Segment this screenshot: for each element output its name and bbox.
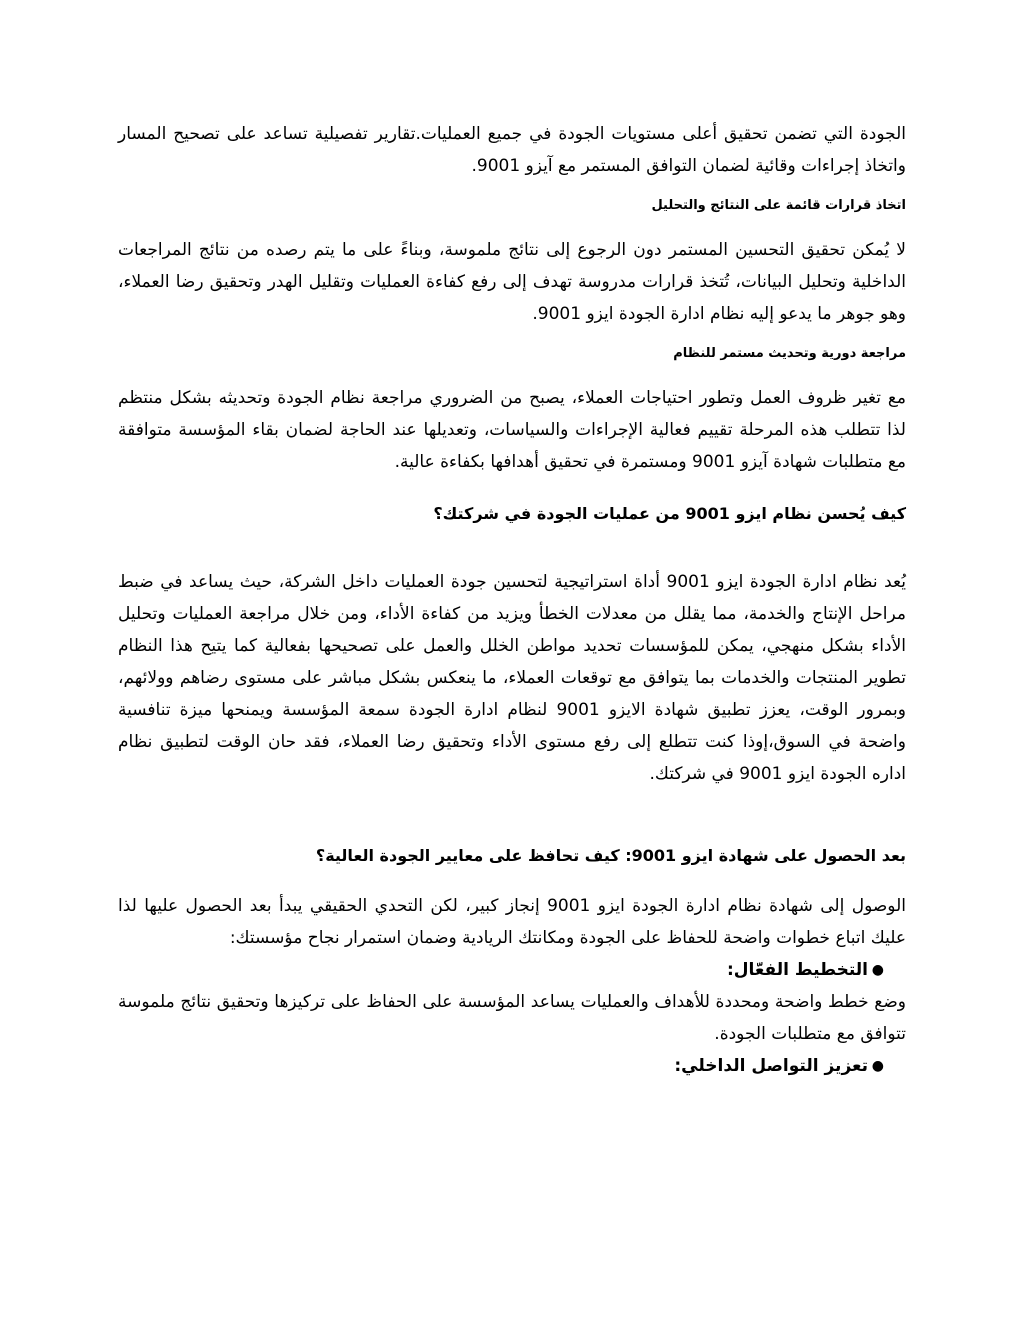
section-paragraph-decisions: لا يُمكن تحقيق التحسين المستمر دون الرجوع إلى نتائج ملموسة، وبناءً على ما يتم رصده من نتائج المراجعات الداخلية وتحليل البيانات، تُتخذ قرارات مدروسة تهدف إلى رفع كفاءة العمليات وتقليل الهدر وتحقيق رضا العملاء، وهو جوهر ما يدعو إليه نظام ادارة الجودة ايزو 9001.: [118, 240, 906, 324]
section-heading-improvement: كيف يُحسن نظام ايزو 9001 من عمليات الجودة في شركتك؟: [433, 504, 906, 523]
section-heading-decisions: اتخاذ قرارات قائمة على النتائج والتحليل: [651, 198, 906, 213]
section-heading-maintain: بعد الحصول على شهادة ايزو 9001: كيف تحافظ على معايير الجودة العالية؟: [315, 846, 906, 865]
section-paragraph-review: مع تغير ظروف العمل وتطور احتياجات العملاء، يصبح من الضروري مراجعة نظام الجودة وتحديثه بشكل منتظم لذا تتطلب هذه المرحلة تقييم فعالية الإجراءات والسياسات، وتعديلها عند الحاجة لضمان بقاء المؤسسة متوافقة مع متطلبات شهادة آيزو 9001 ومستمرة في تحقيق أهدافها بكفاءة عالية.: [118, 388, 906, 472]
section-paragraph-maintain: الوصول إلى شهادة نظام ادارة الجودة ايزو 9001 إنجاز كبير، لكن التحدي الحقيقي يبدأ بعد الحصول عليها لذا عليك اتباع خطوات واضحة للحفاظ على الجودة ومكانتك الريادية وضمان استمرار نجاح مؤسستك:: [118, 896, 906, 948]
document-page: [118, 118, 906, 1082]
list-item-description: وضع خطط واضحة ومحددة للأهداف والعمليات يساعد المؤسسة على الحفاظ على تركيزها وتحقيق نتائج ملموسة تتوافق مع متطلبات الجودة.: [118, 992, 906, 1044]
bullet-icon: ●: [871, 962, 884, 978]
bullet-icon: ●: [871, 1058, 884, 1074]
list-item: [118, 1050, 906, 1082]
list-item: [118, 954, 906, 986]
section-paragraph-improvement: يُعد نظام ادارة الجودة ايزو 9001 أداة استراتيجية لتحسين جودة العمليات داخل الشركة، حيث يساعد في ضبط مراحل الإنتاج والخدمة، مما يقلل من معدلات الخطأ ويزيد من كفاءة الأداء، ومن خلال مراجعة العمليات وتحليل الأداء بشكل منهجي، يمكن للمؤسسات تحديد مواطن الخلل والعمل على تصحيحها بفعالية كما يتيح هذا النظام تطوير المنتجات والخدمات بما يتوافق مع توقعات العملاء، ما ينعكس بشكل مباشر على مستوى رضاهم وولائهم، وبمرور الوقت، يعزز تطبيق شهادة الايزو 9001 لنظام ادارة الجودة سمعة المؤسسة ويمنحها ميزة تنافسية واضحة في السوق،إوذا كنت تتطلع إلى رفع مستوى الأداء وتحقيق رضا العملاء، فقد حان الوقت لتطبيق نظام اداره الجودة ايزو 9001 في شركتك.: [118, 572, 906, 784]
list-item-label: التخطيط الفعّال:: [727, 960, 868, 980]
intro-paragraph: الجودة التي تضمن تحقيق أعلى مستويات الجودة في جميع العمليات.تقارير تفصيلية تساعد على تصحيح المسار واتخاذ إجراءات وقائية لضمان التوافق المستمر مع آيزو 9001.: [118, 124, 906, 176]
list-item-label: تعزيز التواصل الداخلي:: [674, 1056, 868, 1076]
section-heading-review: مراجعة دورية وتحديث مستمر للنظام: [673, 346, 906, 361]
